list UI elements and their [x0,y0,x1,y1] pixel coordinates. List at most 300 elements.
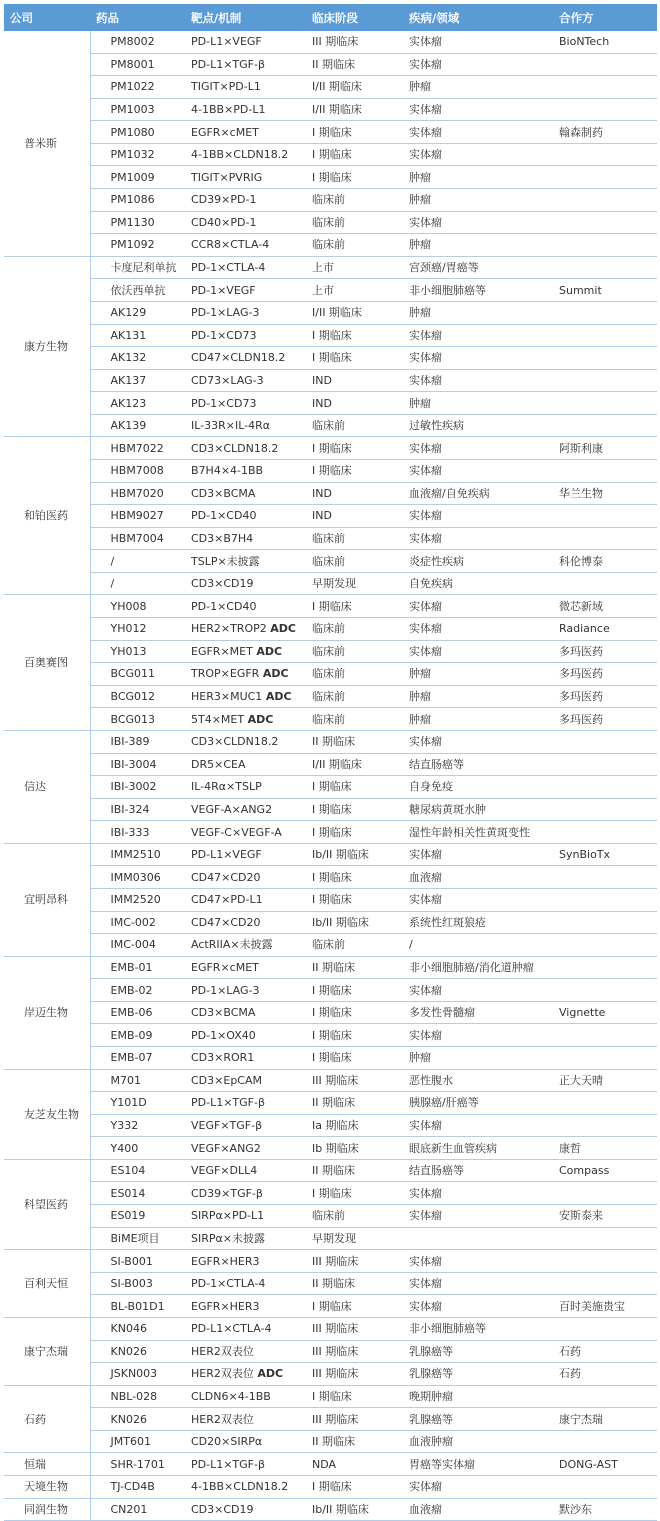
target-cell [185,1272,306,1295]
target-text: PD-1×CD73 [191,396,257,410]
drug-cell: NBL-028 [90,1385,185,1408]
target-cell [185,1069,306,1092]
table-row [4,595,657,618]
target-cell [185,256,306,279]
disease-cell: 实体瘤 [403,459,553,482]
table-row [4,1430,657,1453]
target-cell [185,1408,306,1431]
disease-cell: 胃癌等实体瘤 [403,1453,553,1476]
table-row [4,1250,657,1273]
target-cell [185,1340,306,1363]
table-row [4,1295,657,1318]
phase-cell: III 期临床 [306,1363,403,1386]
partner-cell [553,347,657,370]
disease-cell: 实体瘤 [403,143,553,166]
phase-cell: 临床前 [306,640,403,663]
target-cell [185,76,306,99]
phase-cell: I 期临床 [306,1047,403,1070]
table-row [4,1385,657,1408]
drug-cell: AK129 [90,301,185,324]
partner-cell [553,166,657,189]
drug-cell: IMM0306 [90,866,185,889]
target-cell [185,1159,306,1182]
partner-cell: 石药 [553,1363,657,1386]
target-cell [185,482,306,505]
phase-cell: Ib/II 期临床 [306,1498,403,1521]
table-row [4,1159,657,1182]
disease-cell: 胰腺癌/肝癌等 [403,1092,553,1115]
table-row [4,1408,657,1431]
phase-cell: 早期发现 [306,1227,403,1250]
drug-cell: ES019 [90,1205,185,1228]
target-cell [185,369,306,392]
phase-cell: I/II 期临床 [306,753,403,776]
drug-cell: BCG012 [90,685,185,708]
disease-cell: / [403,934,553,957]
target-cell [185,618,306,641]
target-text: HER2双表位 [191,1412,254,1426]
target-cell [185,1114,306,1137]
partner-cell: 阿斯利康 [553,437,657,460]
phase-cell: II 期临床 [306,1272,403,1295]
phase-cell: 临床前 [306,189,403,212]
phase-cell: 上市 [306,279,403,302]
phase-cell: I/II 期临床 [306,98,403,121]
company-cell: 百利天恒 [4,1250,90,1318]
phase-cell: 上市 [306,256,403,279]
header-disease: 疾病/领域 [403,4,553,31]
target-text: CD3×BCMA [191,1006,256,1020]
drug-cell: / [90,550,185,573]
partner-cell: 正大天晴 [553,1069,657,1092]
drug-cell: M701 [90,1069,185,1092]
partner-cell [553,1476,657,1499]
table-row [4,821,657,844]
drug-cell: HBM9027 [90,505,185,528]
phase-cell: 临床前 [306,934,403,957]
company-cell: 康宁杰瑞 [4,1317,90,1385]
target-cell [185,821,306,844]
target-text: CLDN6×4-1BB [191,1389,271,1403]
company-cell: 同润生物 [4,1498,90,1521]
disease-cell: 宫颈癌/胃癌等 [403,256,553,279]
partner-cell: 康哲 [553,1137,657,1160]
phase-cell: I 期临床 [306,324,403,347]
target-text: PD-1×LAG-3 [191,306,260,320]
table-row [4,256,657,279]
target-text: IL-33R×IL-4Rα [191,419,271,433]
target-cell [185,1137,306,1160]
target-cell [185,1250,306,1273]
drug-cell: ES014 [90,1182,185,1205]
phase-cell: 临床前 [306,618,403,641]
table-row [4,347,657,370]
target-text: CCR8×CTLA-4 [191,238,270,252]
table-row [4,550,657,573]
table-row [4,1114,657,1137]
phase-cell: 临床前 [306,527,403,550]
drug-cell: Y101D [90,1092,185,1115]
header-partner: 合作方 [553,4,657,31]
disease-cell: 结直肠癌等 [403,753,553,776]
target-text: 4-1BB×PD-L1 [191,103,266,117]
target-cell [185,550,306,573]
drug-cell: AK123 [90,392,185,415]
table-row [4,1024,657,1047]
company-cell: 友芝友生物 [4,1069,90,1159]
target-cell [185,459,306,482]
disease-cell: 实体瘤 [403,527,553,550]
target-text: VEGF-C×VEGF-A [191,825,282,839]
partner-cell [553,234,657,257]
table-row [4,1182,657,1205]
disease-cell: 结直肠癌等 [403,1159,553,1182]
phase-cell: III 期临床 [306,31,403,53]
table-row [4,1092,657,1115]
disease-cell: 湿性年龄相关性黄斑变性 [403,821,553,844]
target-text: CD3×CD19 [191,1502,254,1516]
drug-cell: 卡度尼利单抗 [90,256,185,279]
adc-tag: ADC [265,690,292,704]
phase-cell: II 期临床 [306,956,403,979]
drug-cell: IMC-004 [90,934,185,957]
disease-cell: 肿瘤 [403,708,553,731]
company-cell: 岸迈生物 [4,956,90,1069]
partner-cell [553,572,657,595]
table-row [4,708,657,731]
drug-cell: BCG011 [90,663,185,686]
partner-cell [553,1430,657,1453]
table-row [4,663,657,686]
disease-cell: 实体瘤 [403,888,553,911]
drug-cell: PM8002 [90,31,185,53]
target-cell [185,798,306,821]
target-text: HER3×MUC1 [191,690,263,704]
partner-cell [553,888,657,911]
drug-cell: IBI-324 [90,798,185,821]
partner-cell: Summit [553,279,657,302]
drug-cell: YH008 [90,595,185,618]
partner-cell [553,1250,657,1273]
target-cell [185,888,306,911]
target-cell [185,979,306,1002]
adc-tag: ADC [256,644,283,658]
partner-cell [553,821,657,844]
disease-cell: 血液瘤 [403,866,553,889]
drug-cell: IBI-333 [90,821,185,844]
table-row [4,753,657,776]
partner-cell [553,956,657,979]
disease-cell: 自身免疫 [403,776,553,799]
phase-cell: IND [306,505,403,528]
target-cell [185,121,306,144]
drug-cell: PM1032 [90,143,185,166]
target-text: DR5×CEA [191,757,246,771]
drug-cell: IMM2520 [90,888,185,911]
target-cell [185,1430,306,1453]
table-row [4,459,657,482]
drug-cell: Y332 [90,1114,185,1137]
pipeline-table [4,4,657,1521]
phase-cell: I 期临床 [306,459,403,482]
drug-cell: IMM2510 [90,843,185,866]
target-text: PD-L1×TGF-β [191,57,265,71]
target-text: PD-1×CD40 [191,599,257,613]
partner-cell [553,301,657,324]
phase-cell: 早期发现 [306,572,403,595]
drug-cell: KN046 [90,1317,185,1340]
disease-cell: 实体瘤 [403,1476,553,1499]
phase-cell: II 期临床 [306,1092,403,1115]
target-cell [185,392,306,415]
disease-cell: 实体瘤 [403,979,553,1002]
phase-cell: 临床前 [306,1205,403,1228]
partner-cell: Radiance [553,618,657,641]
disease-cell: 肿瘤 [403,685,553,708]
drug-cell: AK131 [90,324,185,347]
partner-cell: SynBioTx [553,843,657,866]
target-text: EGFR×cMET [191,125,259,139]
table-row [4,1363,657,1386]
target-cell [185,1295,306,1318]
table-row [4,189,657,212]
phase-cell: Ib 期临床 [306,1137,403,1160]
phase-cell: I 期临床 [306,166,403,189]
drug-cell: PM1009 [90,166,185,189]
table-row [4,798,657,821]
disease-cell: 实体瘤 [403,369,553,392]
company-cell: 普米斯 [4,31,90,256]
table-row [4,1476,657,1499]
phase-cell: III 期临床 [306,1408,403,1431]
drug-cell: IMC-002 [90,911,185,934]
disease-cell: 多发性骨髓瘤 [403,1001,553,1024]
target-cell [185,730,306,753]
phase-cell: IND [306,369,403,392]
phase-cell: I 期临床 [306,143,403,166]
target-cell [185,843,306,866]
target-cell [185,1182,306,1205]
table-row [4,1047,657,1070]
drug-cell: IBI-389 [90,730,185,753]
drug-cell: HBM7008 [90,459,185,482]
target-cell [185,414,306,437]
partner-cell: Compass [553,1159,657,1182]
target-cell [185,685,306,708]
adc-tag: ADC [270,622,296,636]
target-text: CD47×CLDN18.2 [191,351,286,365]
partner-cell [553,1182,657,1205]
phase-cell: III 期临床 [306,1250,403,1273]
company-cell: 石药 [4,1385,90,1453]
target-cell [185,708,306,731]
target-text: PD-L1×VEGF [191,35,262,49]
target-text: CD47×CD20 [191,915,261,929]
target-cell [185,1453,306,1476]
drug-cell: PM1086 [90,189,185,212]
partner-cell: Vignette [553,1001,657,1024]
phase-cell: NDA [306,1453,403,1476]
target-cell [185,98,306,121]
table-row [4,1227,657,1250]
phase-cell: I/II 期临床 [306,76,403,99]
disease-cell: 实体瘤 [403,1182,553,1205]
drug-cell: SI-B001 [90,1250,185,1273]
disease-cell: 肿瘤 [403,1047,553,1070]
target-cell [185,527,306,550]
disease-cell: 实体瘤 [403,1024,553,1047]
target-text: PD-L1×CTLA-4 [191,1322,272,1336]
disease-cell: 肿瘤 [403,663,553,686]
table-row [4,414,657,437]
target-text: 4-1BB×CLDN18.2 [191,148,289,162]
target-text: CD3×BCMA [191,486,256,500]
table-row [4,956,657,979]
target-text: CD20×SIRPα [191,1435,263,1449]
partner-cell [553,753,657,776]
target-cell [185,324,306,347]
company-cell: 天境生物 [4,1476,90,1499]
drug-cell: AK139 [90,414,185,437]
target-text: PD-1×LAG-3 [191,983,260,997]
target-text: HER2×TROP2 [191,622,267,636]
target-cell [185,640,306,663]
target-cell [185,53,306,76]
disease-cell: 实体瘤 [403,347,553,370]
table-row [4,911,657,934]
partner-cell [553,1024,657,1047]
partner-cell [553,866,657,889]
phase-cell: II 期临床 [306,1159,403,1182]
phase-cell: I 期临床 [306,595,403,618]
target-cell [185,166,306,189]
target-cell [185,347,306,370]
table-row [4,482,657,505]
disease-cell: 实体瘤 [403,121,553,144]
target-text: CD40×PD-1 [191,215,257,229]
partner-cell [553,911,657,934]
partner-cell [553,76,657,99]
table-row [4,324,657,347]
table-row [4,121,657,144]
target-text: CD39×PD-1 [191,193,257,207]
phase-cell: Ib/II 期临床 [306,911,403,934]
target-text: EGFR×cMET [191,960,259,974]
target-cell [185,776,306,799]
table-row [4,527,657,550]
drug-cell: / [90,572,185,595]
target-text: 5T4×MET [191,712,245,726]
target-cell [185,1317,306,1340]
phase-cell: I 期临床 [306,798,403,821]
table-row [4,776,657,799]
target-text: PD-L1×VEGF [191,848,262,862]
drug-cell: HBM7020 [90,482,185,505]
partner-cell [553,53,657,76]
partner-cell [553,1272,657,1295]
drug-cell: SI-B003 [90,1272,185,1295]
table-row [4,1453,657,1476]
phase-cell: 临床前 [306,211,403,234]
table-row [4,843,657,866]
target-cell [185,934,306,957]
partner-cell: 安斯泰来 [553,1205,657,1228]
phase-cell: II 期临床 [306,1430,403,1453]
target-text: SIRPα×PD-L1 [191,1209,265,1223]
drug-cell: PM1080 [90,121,185,144]
phase-cell: II 期临床 [306,730,403,753]
partner-cell: BioNTech [553,31,657,53]
phase-cell: 临床前 [306,685,403,708]
target-cell [185,1385,306,1408]
disease-cell: 血液瘤 [403,1498,553,1521]
table-row [4,1069,657,1092]
partner-cell: 华兰生物 [553,482,657,505]
disease-cell: 过敏性疾病 [403,414,553,437]
disease-cell: 系统性红斑狼疮 [403,911,553,934]
drug-cell: PM1022 [90,76,185,99]
drug-cell: IBI-3002 [90,776,185,799]
disease-cell: 实体瘤 [403,505,553,528]
table-row [4,211,657,234]
partner-cell [553,392,657,415]
target-cell [185,301,306,324]
target-text: B7H4×4-1BB [191,464,264,478]
partner-cell: 科伦博泰 [553,550,657,573]
phase-cell: II 期临床 [306,53,403,76]
partner-cell [553,1114,657,1137]
target-text: PD-L1×TGF-β [191,1096,265,1110]
partner-cell: 多玛医药 [553,685,657,708]
drug-cell: AK132 [90,347,185,370]
target-text: PD-1×VEGF [191,283,256,297]
adc-tag: ADC [257,1367,284,1381]
target-cell [185,505,306,528]
partner-cell: 默沙东 [553,1498,657,1521]
header-phase: 临床阶段 [306,4,403,31]
table-row [4,1272,657,1295]
target-text: VEGF×ANG2 [191,1141,261,1155]
target-text: CD3×CLDN18.2 [191,735,279,749]
target-cell [185,1227,306,1250]
target-cell [185,753,306,776]
drug-cell: Y400 [90,1137,185,1160]
disease-cell: 炎症性疾病 [403,550,553,573]
partner-cell [553,1385,657,1408]
partner-cell: 石药 [553,1340,657,1363]
table-row [4,1498,657,1521]
target-text: HER2双表位 [191,1344,254,1358]
target-text: TSLP×未披露 [191,554,260,568]
company-cell: 科望医药 [4,1159,90,1249]
partner-cell: 多玛医药 [553,640,657,663]
target-text: VEGF-A×ANG2 [191,802,273,816]
drug-cell: YH013 [90,640,185,663]
table-row [4,1001,657,1024]
disease-cell: 非小细胞肺癌等 [403,279,553,302]
table-row [4,31,657,53]
drug-cell: BiME项目 [90,1227,185,1250]
target-text: VEGF×TGF-β [191,1119,263,1133]
target-text: CD3×CD19 [191,577,254,591]
disease-cell: 实体瘤 [403,211,553,234]
disease-cell: 乳腺癌等 [403,1363,553,1386]
disease-cell: 肿瘤 [403,189,553,212]
drug-cell: HBM7004 [90,527,185,550]
disease-cell: 乳腺癌等 [403,1340,553,1363]
disease-cell: 肿瘤 [403,166,553,189]
drug-cell: BL-B01D1 [90,1295,185,1318]
